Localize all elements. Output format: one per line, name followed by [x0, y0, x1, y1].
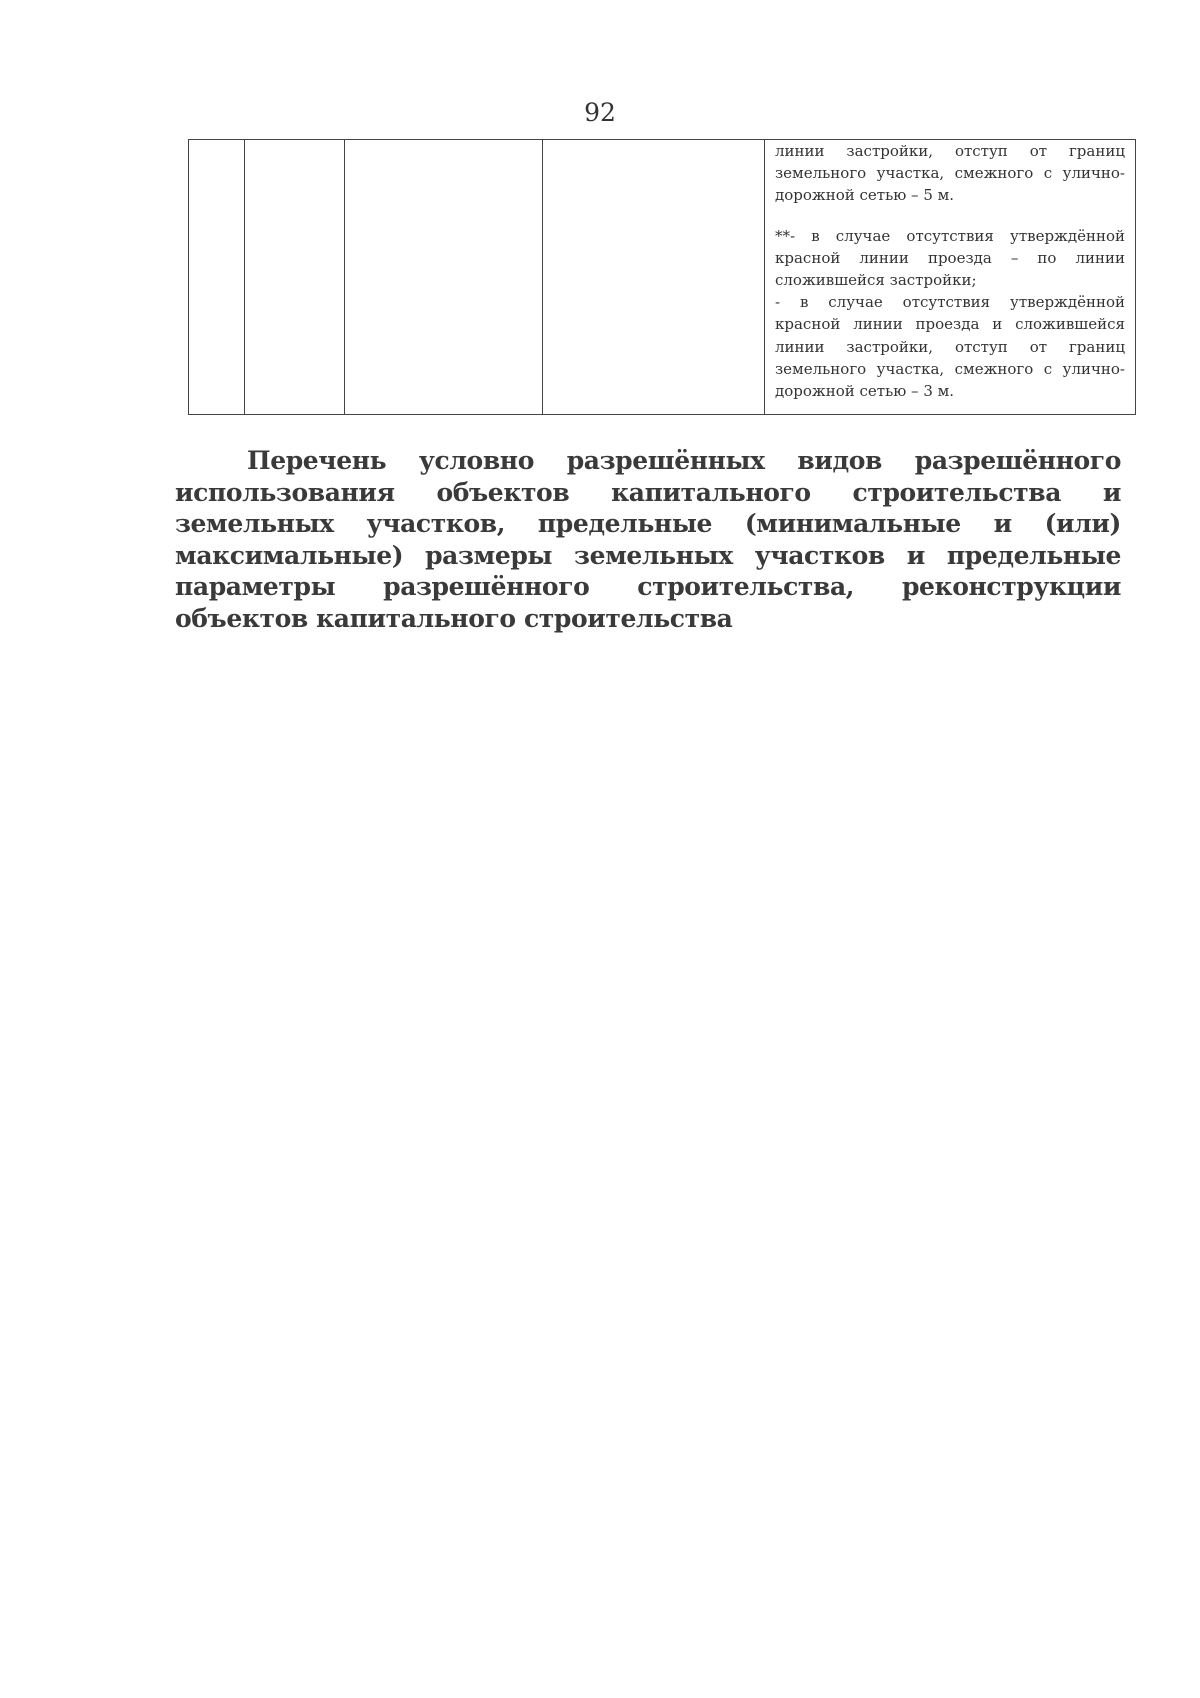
- table-row: [189, 140, 1136, 415]
- parameters-paragraph-3: - в случае отсутствия утверждённой красной линии проезда и сложившейся линии застройки, отступ от границ земельного участка, смежного с улично-дорожной сетью – 3 м.: [775, 293, 1125, 401]
- page-number: 92: [584, 98, 616, 127]
- table-cell-number: [189, 140, 245, 415]
- parameters-paragraph-1: линии застройки, отступ от границ земельного участка, смежного с улично-дорожной сетью – 5 м.: [775, 142, 1125, 205]
- parameters-text: [765, 140, 1135, 402]
- section-heading: [175, 445, 1121, 634]
- paragraph-spacer: [775, 207, 1125, 225]
- zoning-table-continuation: [188, 139, 1136, 415]
- table-cell-code: [245, 140, 345, 415]
- parameters-paragraph-2: **- в случае отсутствия утверждённой красной линии проезда – по линии сложившейся застройки;: [775, 226, 1125, 290]
- table-cell-parameters: [765, 140, 1136, 415]
- section-heading-text: Перечень условно разрешённых видов разрешённого использования объектов капитального строительства и земельных участков, предельные (минимальные и (или) максимальные) размеры земельных участков и предельные параметры разрешённого строительства, реконструкции объектов капитального строительства: [175, 446, 1121, 633]
- table-cell-description: [543, 140, 765, 415]
- table-cell-use-type: [345, 140, 543, 415]
